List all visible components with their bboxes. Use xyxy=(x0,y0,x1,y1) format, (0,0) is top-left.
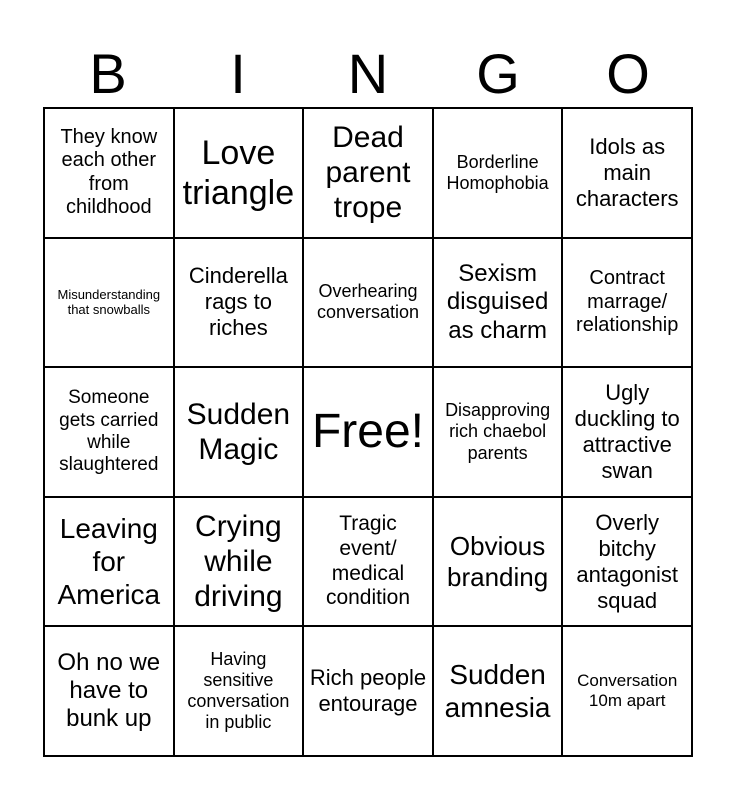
bingo-cell-2-5 xyxy=(563,239,693,369)
cell-text: Overly bitchy antagonist squad xyxy=(576,509,678,613)
bingo-cell-3-5 xyxy=(563,368,693,498)
cell-text: Contract marrage/ relationship xyxy=(576,267,679,337)
bingo-grid xyxy=(43,107,693,757)
cell-text: Leaving for America xyxy=(57,513,161,611)
header-letter-b: B xyxy=(89,42,127,105)
bingo-cell-2-1 xyxy=(45,239,175,369)
cell-text: Sexism disguised as charm xyxy=(446,259,549,344)
cell-text: Oh no we have to bunk up xyxy=(57,648,161,733)
cell-text: Conversation 10m apart xyxy=(577,671,678,711)
bingo-cell-4-1 xyxy=(45,498,175,628)
bingo-cell-1-3 xyxy=(304,109,434,239)
bingo-cell-1-4 xyxy=(434,109,564,239)
bingo-cell-5-2 xyxy=(175,627,305,757)
cell-text: They know each other from childhood xyxy=(60,125,158,219)
cell-text: Someone gets carried while slaughtered xyxy=(59,387,159,476)
bingo-cell-4-5 xyxy=(563,498,693,628)
bingo-cell-3-4 xyxy=(434,368,564,498)
cell-text: Dead parent trope xyxy=(325,120,411,225)
bingo-cell-2-4 xyxy=(434,239,564,369)
free-space-text: Free! xyxy=(311,404,424,458)
cell-text: Idols as main characters xyxy=(575,133,679,211)
bingo-cell-4-4 xyxy=(434,498,564,628)
cell-text: Borderline Homophobia xyxy=(446,151,549,193)
bingo-cell-5-4 xyxy=(434,627,564,757)
bingo-header xyxy=(43,40,693,108)
bingo-cell-1-5 xyxy=(563,109,693,239)
bingo-cell-3-2 xyxy=(175,368,305,498)
cell-text: Sudden amnesia xyxy=(444,659,551,724)
bingo-cell-2-3 xyxy=(304,239,434,369)
cell-text: Rich people entourage xyxy=(309,665,427,717)
bingo-cell-5-5 xyxy=(563,627,693,757)
bingo-cell-4-3 xyxy=(304,498,434,628)
bingo-cell-5-1 xyxy=(45,627,175,757)
cell-text: Crying while driving xyxy=(194,509,283,614)
cell-text: Love triangle xyxy=(182,133,295,212)
bingo-cell-1-1 xyxy=(45,109,175,239)
cell-text: Having sensitive conversation in public xyxy=(187,648,290,733)
cell-text: Misunderstanding that snowballs xyxy=(57,287,161,318)
cell-text: Disapproving rich chaebol parents xyxy=(445,400,551,463)
cell-text: Tragic event/ medical condition xyxy=(325,512,411,610)
free-space-cell xyxy=(304,368,434,498)
bingo-cell-3-1 xyxy=(45,368,175,498)
cell-text: Ugly duckling to attractive swan xyxy=(574,380,680,483)
header-letter-n: N xyxy=(347,42,389,105)
bingo-cell-4-2 xyxy=(175,498,305,628)
header-letter-g: G xyxy=(476,42,520,105)
bingo-cell-1-2 xyxy=(175,109,305,239)
header-letter-i: I xyxy=(230,42,246,105)
header-letter-o: O xyxy=(606,42,650,105)
cell-text: Overhearing conversation xyxy=(316,281,420,323)
bingo-cell-5-3 xyxy=(304,627,434,757)
cell-text: Cinderella rags to riches xyxy=(188,263,288,341)
cell-text: Sudden Magic xyxy=(186,397,291,466)
bingo-cell-2-2 xyxy=(175,239,305,369)
cell-text: Obvious branding xyxy=(446,530,549,592)
